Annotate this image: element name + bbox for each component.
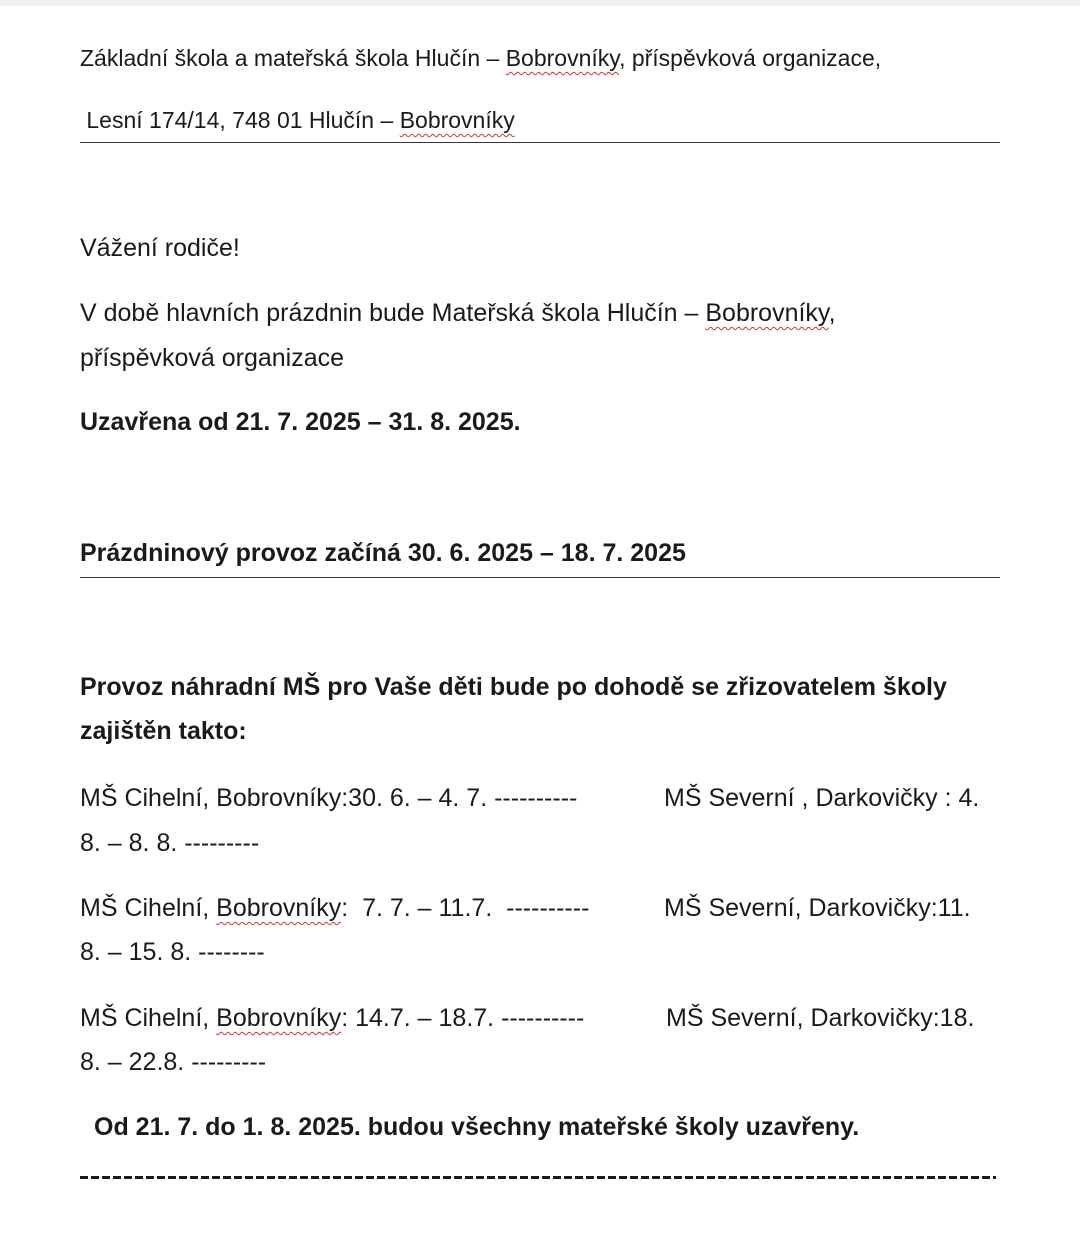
header-divider xyxy=(80,142,1000,143)
schedule-row-3-left: MŠ Cihelní, Bobrovníky: 14.7. – 18.7. ---------- xyxy=(80,1004,585,1032)
schedule-row-2-right: MŠ Severní, Darkovičky:11. xyxy=(664,894,971,922)
summer-divider xyxy=(80,577,1000,578)
misspelled-word: Bobrovníky xyxy=(216,894,342,922)
schedule-row-3-right: MŠ Severní, Darkovičky:18. xyxy=(666,1004,975,1032)
schedule-row-3-cont: 8. – 22.8. --------- xyxy=(80,1048,267,1076)
schedule-row-2-cont: 8. – 15. 8. -------- xyxy=(80,938,265,966)
substitute-heading-2: zajištěn takto: xyxy=(80,717,247,745)
misspelled-word: Bobrovníky xyxy=(216,1004,342,1032)
substitute-heading: Provoz náhradní MŠ pro Vaše děti bude po dohodě se zřizovatelem školy xyxy=(80,673,947,701)
greeting: Vážení rodiče! xyxy=(80,234,240,262)
intro-line-2: příspěvková organizace xyxy=(80,344,345,372)
schedule-row-2-left: MŠ Cihelní, Bobrovníky: 7. 7. – 11.7. ---------- xyxy=(80,894,590,922)
closed-period: Uzavřena od 21. 7. 2025 – 31. 8. 2025. xyxy=(80,408,521,436)
intro-line: V době hlavních prázdnin bude Mateřská škola Hlučín – Bobrovníky, xyxy=(80,299,836,327)
schedule-row-1-right: MŠ Severní , Darkovičky : 4. xyxy=(664,784,980,812)
schedule-row-1-left: MŠ Cihelní, Bobrovníky:30. 6. – 4. 7. ---------- xyxy=(80,784,578,812)
misspelled-word: Bobrovníky xyxy=(705,299,829,327)
top-edge xyxy=(0,0,1080,6)
misspelled-word: Bobrovníky xyxy=(399,107,515,133)
school-address-line: Lesní 174/14, 748 01 Hlučín – Bobrovníky xyxy=(80,107,515,133)
school-name-line: Základní škola a mateřská škola Hlučín – Bobrovníky, příspěvková organizace, xyxy=(80,45,882,71)
dashed-separator xyxy=(80,1176,996,1179)
closure-note: Od 21. 7. do 1. 8. 2025. budou všechny mateřské školy uzavřeny. xyxy=(94,1113,860,1141)
misspelled-word: Bobrovníky xyxy=(505,45,620,71)
summer-operation: Prázdninový provoz začíná 30. 6. 2025 – 18. 7. 2025 xyxy=(80,539,686,567)
schedule-row-1-cont: 8. – 8. 8. --------- xyxy=(80,829,260,857)
